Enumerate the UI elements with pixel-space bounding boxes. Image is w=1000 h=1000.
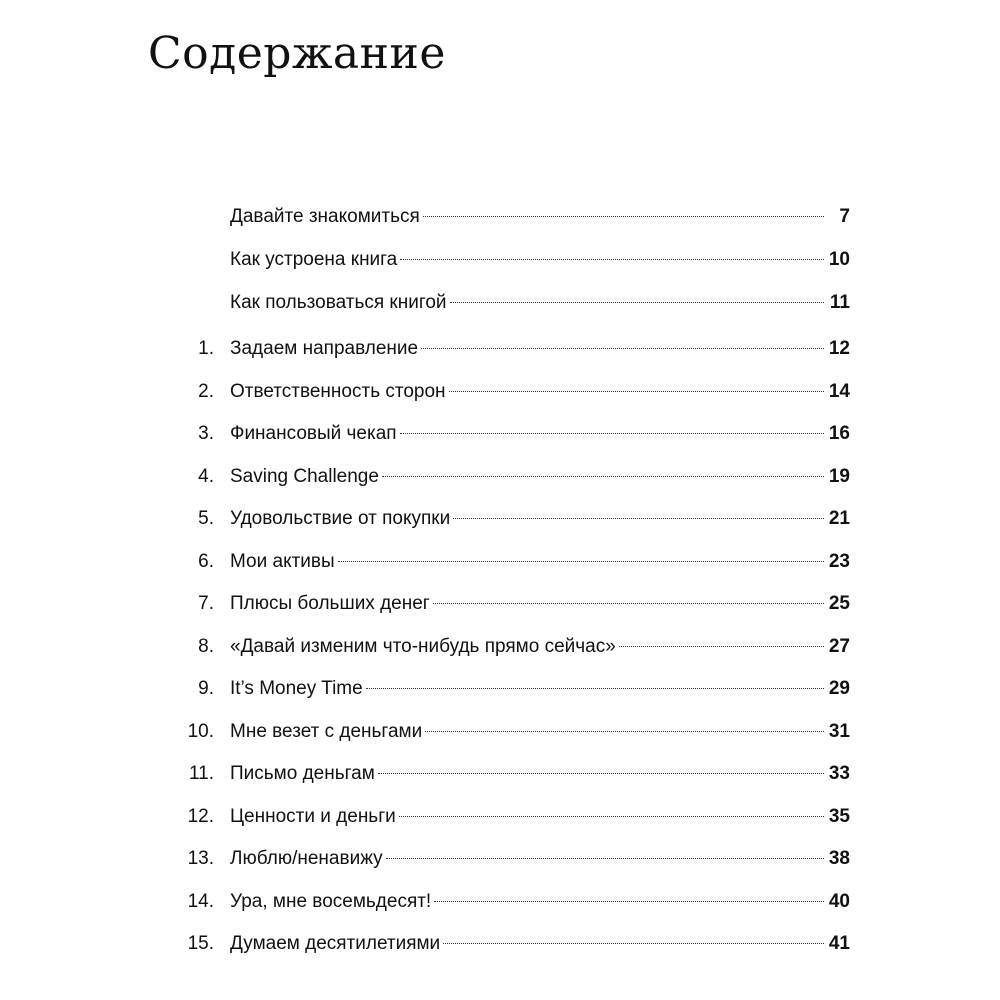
dot-leader (434, 901, 824, 902)
toc-entry[interactable] (180, 456, 850, 499)
toc-entry-number: 1. (198, 338, 214, 359)
toc-entry-title: Ура, мне восемьдесят! (230, 890, 432, 912)
dot-leader (386, 858, 824, 859)
toc-entry-title: Письмо деньгам (230, 763, 375, 784)
toc-entry-number: 4. (198, 465, 214, 487)
toc-entry-title: Удовольствие от покупки (230, 508, 451, 529)
toc-entry[interactable] (180, 753, 850, 796)
toc-entry-page: 38 (828, 848, 850, 869)
toc-entry-title: Финансовый чекап (230, 423, 397, 444)
toc-entry-title: Как пользоваться книгой (230, 292, 447, 313)
toc-entry[interactable] (180, 238, 850, 281)
dot-leader (619, 646, 824, 647)
toc-entry-number: 9. (198, 678, 214, 699)
toc-entry-number: 6. (198, 550, 214, 572)
dot-leader (421, 348, 824, 349)
dot-leader (400, 433, 824, 434)
page-title: Содержание (148, 28, 446, 79)
toc-entry-number: 11. (188, 763, 214, 784)
toc-entry-number: 3. (198, 423, 214, 444)
toc-entry-page: 25 (828, 593, 850, 614)
toc-entry-page: 41 (828, 933, 850, 954)
toc-entry-title: Как устроена книга (230, 249, 398, 270)
toc-entry[interactable] (180, 371, 850, 414)
toc-entry-page: 19 (828, 465, 850, 487)
toc-entry-title: Давайте знакомиться (230, 206, 420, 227)
dot-leader (366, 688, 824, 689)
toc-entry-page: 33 (828, 763, 850, 784)
toc-entry[interactable] (180, 195, 850, 238)
toc-entry-number: 14. (187, 890, 214, 912)
toc-entry-number: 12. (187, 805, 214, 827)
dot-leader (338, 561, 824, 562)
toc-entry[interactable] (180, 413, 850, 456)
toc-entry-title: Задаем направление (230, 338, 419, 359)
toc-entry-title: Думаем десятилетиями (230, 933, 441, 954)
toc-entry-page: 27 (828, 635, 850, 657)
toc-entry-page: 10 (828, 249, 850, 270)
toc-entry-page: 7 (839, 206, 850, 227)
toc-entry-number: 13. (187, 848, 214, 869)
dot-leader (382, 476, 824, 477)
toc-entry-title: Плюсы больших денег (230, 593, 430, 614)
toc-entry[interactable] (180, 668, 850, 711)
toc-entry-page: 21 (828, 508, 850, 529)
toc-entry-page: 23 (828, 550, 850, 572)
dot-leader (423, 216, 824, 217)
toc-entry-number: 8. (198, 635, 214, 657)
toc-entry-number: 5. (198, 508, 214, 529)
toc-entry[interactable] (180, 583, 850, 626)
toc-entry[interactable] (180, 281, 850, 324)
toc-entry[interactable] (180, 923, 850, 966)
toc-entry-page: 29 (828, 678, 850, 699)
dot-leader (453, 518, 824, 519)
toc-entry-page: 31 (828, 720, 850, 742)
toc-entry-page: 14 (828, 380, 850, 402)
toc-entry[interactable] (180, 711, 850, 754)
dot-leader (449, 391, 824, 392)
toc-entry-page: 11 (829, 292, 850, 313)
toc-entry-page: 35 (828, 805, 850, 827)
dot-leader (443, 943, 824, 944)
toc-entry-page: 12 (828, 338, 850, 359)
toc-entry-title: «Давай изменим что-нибудь прямо сейчас» (230, 635, 616, 657)
toc-entry-page: 40 (828, 890, 850, 912)
dot-leader (425, 731, 824, 732)
toc-entry[interactable] (180, 796, 850, 839)
toc-entry-title: Ценности и деньги (230, 805, 396, 827)
toc-entry-number: 15. (187, 933, 214, 954)
toc-entry-page: 16 (828, 423, 850, 444)
toc-entry-title: It’s Money Time (230, 678, 363, 699)
toc-entry-title: Saving Challenge (230, 465, 379, 487)
toc-entry-title: Мои активы (230, 550, 335, 572)
toc-entry-number: 2. (198, 380, 214, 402)
toc-entry-number: 7. (198, 593, 214, 614)
toc-entry[interactable] (180, 838, 850, 881)
toc-entry[interactable] (180, 498, 850, 541)
toc-entry-title: Ответственность сторон (230, 380, 446, 402)
toc-entry-number: 10. (187, 720, 214, 742)
dot-leader (450, 302, 824, 303)
toc-entry-title: Мне везет с деньгами (230, 720, 423, 742)
toc-entry[interactable] (180, 328, 850, 371)
toc-entry[interactable] (180, 626, 850, 669)
dot-leader (399, 816, 824, 817)
dot-leader (433, 603, 824, 604)
toc-entry[interactable] (180, 881, 850, 924)
dot-leader (400, 259, 824, 260)
dot-leader (378, 773, 824, 774)
toc-entry[interactable] (180, 541, 850, 584)
table-of-contents (180, 195, 850, 966)
toc-entry-title: Люблю/ненавижу (230, 848, 383, 869)
